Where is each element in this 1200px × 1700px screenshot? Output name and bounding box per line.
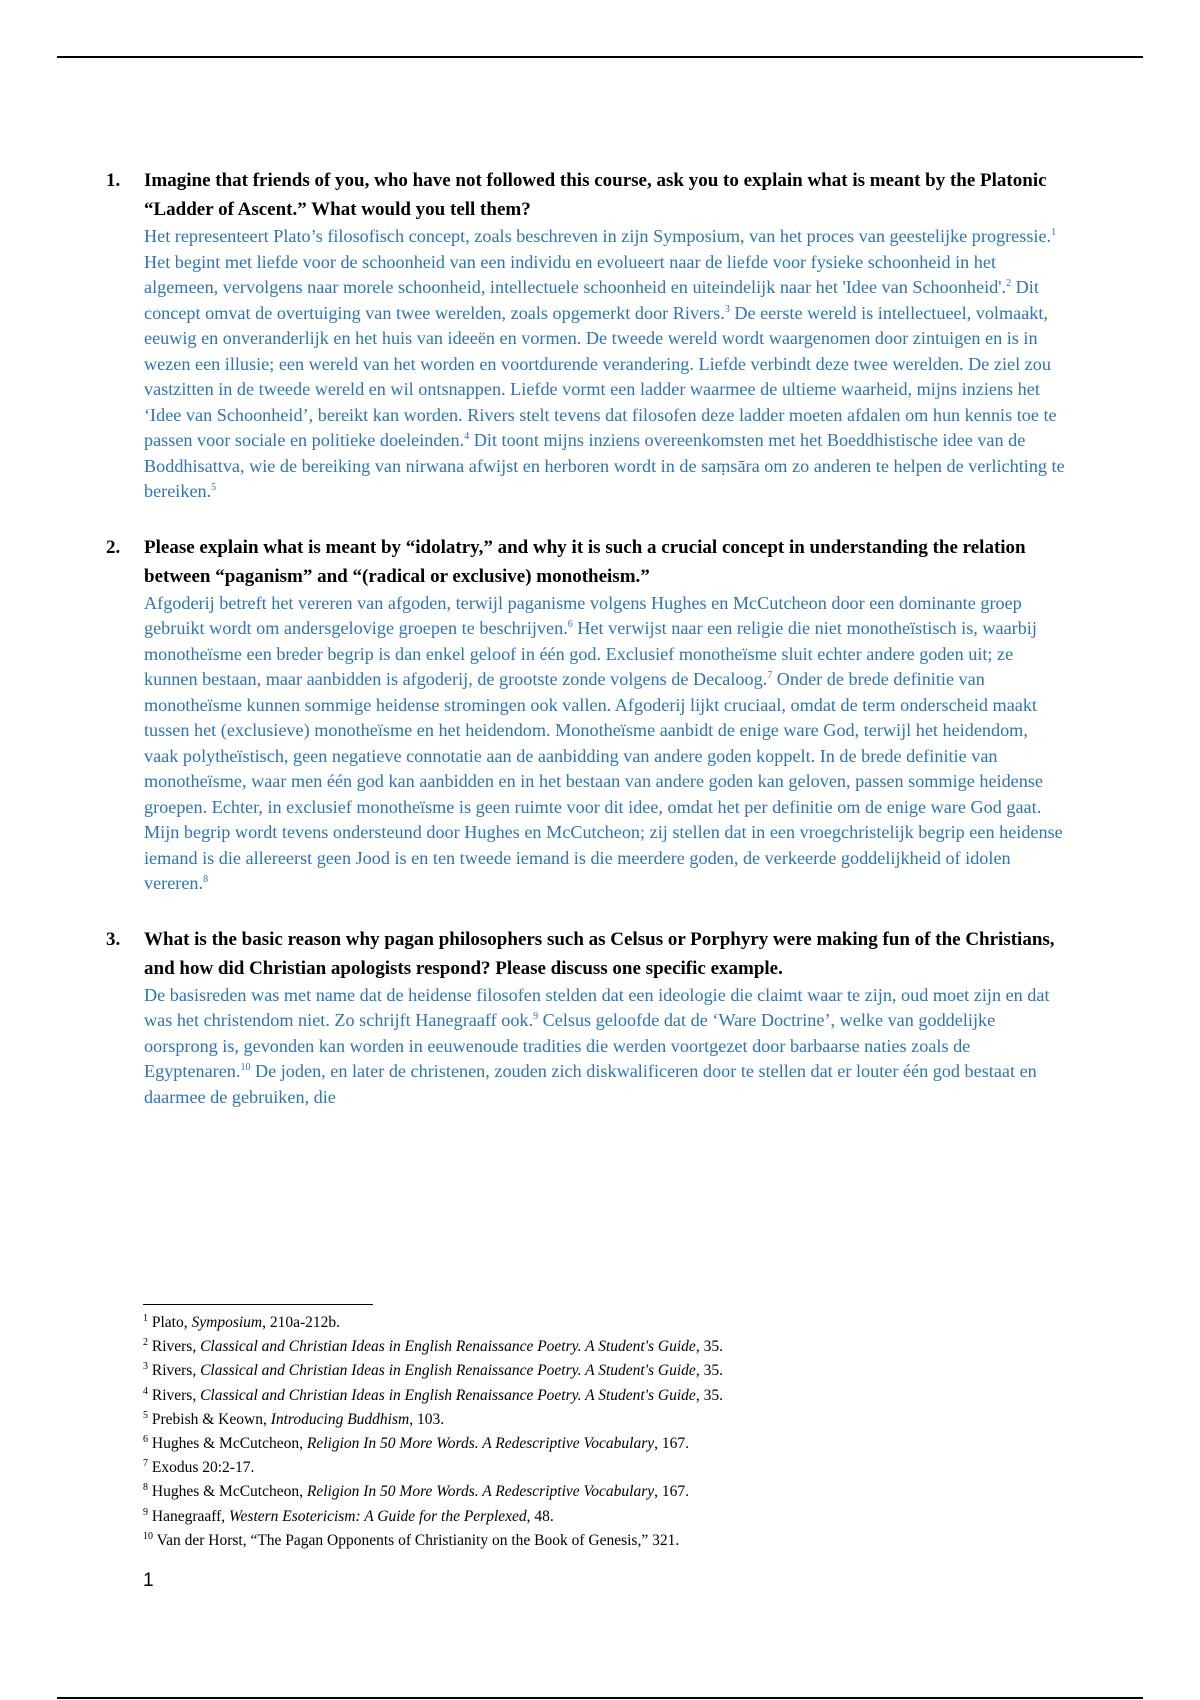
footnote-title: Classical and Christian Ideas in English Renaissance Poetry. A Student's Guide [200,1362,696,1380]
answer-text: Afgoderij betreft het vereren van afgoden, terwijl paganisme volgens Hughes en McCutcheon door een dominante groep gebruikt wordt om andersgelovige groepen te beschrijven.$^6$ Het verwijst naar een religie die niet monotheïstisch is, waarbij monotheïsme een breder begrip is dan enkel geloof in één god. Exclusief monotheïsme sluit echter andere goden uit; ze kunnen bestaan, maar aanbidden is afgoderij, de grootste zonde volgens de Decaloog.$^7$ Onder de brede definitie van monotheïsme kunnen sommige heidense stromingen ook vallen. Afgoderij lijkt cruciaal, omdat de term onderscheid maakt tussen het (exclusieve) monotheïsme en het heidendom. Monotheïsme aanbidt de enige ware God, terwijl het heidendom, vaak polytheïstisch, geen negatieve connotatie aan de aanbidding van andere goden koppelt. In de brede definitie van monotheïsme, waar men één god kan aanbidden en in het bestaan van andere goden kan geloven, passen sommige heidense groepen. Echter, in exclusief monotheïsme is geen ruimte voor dit idee, omdat het per definitie om de enige ware God gaat. Mijn begrip wordt tevens ondersteund door Hughes en McCutcheon; zij stellen dat in een vroegchristelijk begrip een heidense iemand is die allereerst geen Jood is en ten tweede iemand is die meerdere goden, de verkeerde goddelijkheid of idolen vereren.$^8$ [144,592,1063,893]
footnote: $^{10}$ Van der Horst, “The Pagan Opponents of Christianity on the Book of Genesis,” 321. [143,1530,680,1549]
footnote-ref[interactable]: 7 [767,669,773,681]
footnote-title: Western Esotericism: A Guide for the Perplexed [229,1507,527,1525]
header-rule [57,56,1143,58]
footnote: $^1$ Plato, Symposium, 210a-212b. [143,1312,341,1331]
footnote-ref[interactable]: 5 [211,481,217,493]
footnote-number: 10 [143,1530,153,1542]
footnote: $^6$ Hughes & McCutcheon, Religion In 50 More Words. A Redescriptive Vocabulary, 167. [143,1433,689,1453]
question-text: What is the basic reason why pagan philosophers such as Celsus or Porphyry were making fun of the Christians, and how did Christian apologists respond? Please discuss one specific example. [144,928,1055,979]
footer-rule [57,1697,1143,1699]
question-item [106,533,1066,897]
answer-text: Het representeert Plato’s filosofisch concept, zoals beschreven in zijn Symposium, van het proces van geestelijke progressie.$^1$ Het begint met liefde voor de schoonheid van een individu en evolueert naar de liefde voor fysieke schoonheid in het algemeen, vervolgens naar morele schoonheid, intellectuele schoonheid en uiteindelijk naar het 'Idee van Schoonheid'.$^2$ Dit concept omvat de overtuiging van twee werelden, zoals opgemerkt door Rivers.$^3$ De eerste wereld is intellectueel, volmaakt, eeuwig en onveranderlijk en het huis van ideeën en vormen. De tweede wereld wordt waargenomen door zintuigen en is in wezen een illusie; een wereld van het worden en voortdurende verandering. Liefde verbindt deze twee werelden. De ziel zou vastzitten in de tweede wereld en wil ontsnappen. Liefde vormt een ladder waarmee de ultieme waarheid, mijns inziens het ‘Idee van Schoonheid’, bereikt kan worden. Rivers stelt tevens dat filosofen deze ladder moeten afdalen om hun kennis toe te passen voor sociale en politieke doeleinden.$^4$ Dit toont mijns inziens overeenkomsten met het Boeddhistische idee van de Boddhisattva, wie de bereiking van nirwana afwijst en herboren wordt in de saṃsāra om zo anderen te helpen de verlichting te bereiken.$^5$ [144,226,1065,501]
question-item [106,166,1066,505]
footnote-title: Religion In 50 More Words. A Redescriptive Vocabulary [306,1435,655,1453]
question-number: 1. [106,170,121,191]
question-text: Please explain what is meant by “idolatry,” and why it is such a crucial concept in understanding the relation between “paganism” and “(radical or exclusive) monotheism.” [144,536,1026,587]
footnote: $^2$ Rivers, Classical and Christian Ideas in English Renaissance Poetry. A Student's Guide, 35. [143,1337,723,1356]
footnote-number: 5 [143,1409,148,1421]
page-number: 1 [143,1570,154,1591]
footnote-title: Classical and Christian Ideas in English Renaissance Poetry. A Student's Guide [200,1338,696,1356]
footnote-number: 7 [143,1458,148,1470]
question-number: 2. [106,536,121,558]
footnote-title: Religion In 50 More Words. A Redescriptive Vocabulary [306,1483,655,1501]
footnote-ref[interactable]: 2 [1006,277,1012,289]
footnote: $^5$ Prebish & Keown, Introducing Buddhism, 103. [143,1409,445,1428]
footnote-number: 9 [143,1506,148,1518]
footnote-ref[interactable]: 4 [464,430,470,442]
footnote-number: 4 [143,1385,148,1397]
footnote-number: 3 [143,1361,148,1373]
footnote-ref[interactable]: 3 [724,303,730,315]
footnote-title: Classical and Christian Ideas in English Renaissance Poetry. A Student's Guide [200,1386,696,1404]
footnote-title: Symposium [191,1314,263,1331]
footnote-ref[interactable]: 1 [1051,226,1057,238]
question-list [106,166,1066,1138]
footnote-number: 6 [143,1433,148,1445]
footnote-ref[interactable]: 9 [533,1010,539,1022]
question-item [106,925,1066,1111]
footnote-list [143,1311,1103,1553]
footnote: $^3$ Rivers, Classical and Christian Ideas in English Renaissance Poetry. A Student's Guide, 35. [143,1361,723,1380]
footnote-number: 2 [143,1337,148,1349]
footnote-ref[interactable]: 8 [203,873,209,885]
footnote-separator [143,1304,373,1305]
footnote: $^9$ Hanegraaff, Western Esotericism: A Guide for the Perplexed, 48. [143,1506,554,1525]
footnote-ref[interactable]: 10 [240,1061,251,1073]
footnote-number: 8 [143,1482,148,1494]
footnote-title: Introducing Buddhism [270,1410,410,1428]
question-number: 3. [106,928,121,950]
answer-text: De basisreden was met name dat de heidense filosofen stelden dat een ideologie die claimt waar te zijn, oud moet zijn en dat was het christendom niet. Zo schrijft Hanegraaff ook.$^9$ Celsus geloofde dat de ‘Ware Doctrine’, welke van goddelijke oorsprong is, gevonden kan worden in eeuwenoude tradities die werden voortgezet door barbaarse naties zoals de Egyptenaren.$^{10}$ De joden, en later de christenen, zouden zich diskwalificeren door te stellen dat er louter één god bestaat en daarmee de gebruiken, die [144,984,1050,1107]
footnote: $^4$ Rivers, Classical and Christian Ideas in English Renaissance Poetry. A Student's Guide, 35. [143,1385,723,1404]
footnote: $^8$ Hughes & McCutcheon, Religion In 50 More Words. A Redescriptive Vocabulary, 167. [143,1482,689,1501]
footnote: $^7$ Exodus 20:2-17. [143,1458,255,1477]
question-text: Imagine that friends of you, who have not followed this course, ask you to explain what is meant by the Platonic “Ladder of Ascent.” What would you tell them? [144,170,1047,220]
footnote-number: 1 [143,1312,148,1324]
footnote-ref[interactable]: 6 [567,618,573,630]
